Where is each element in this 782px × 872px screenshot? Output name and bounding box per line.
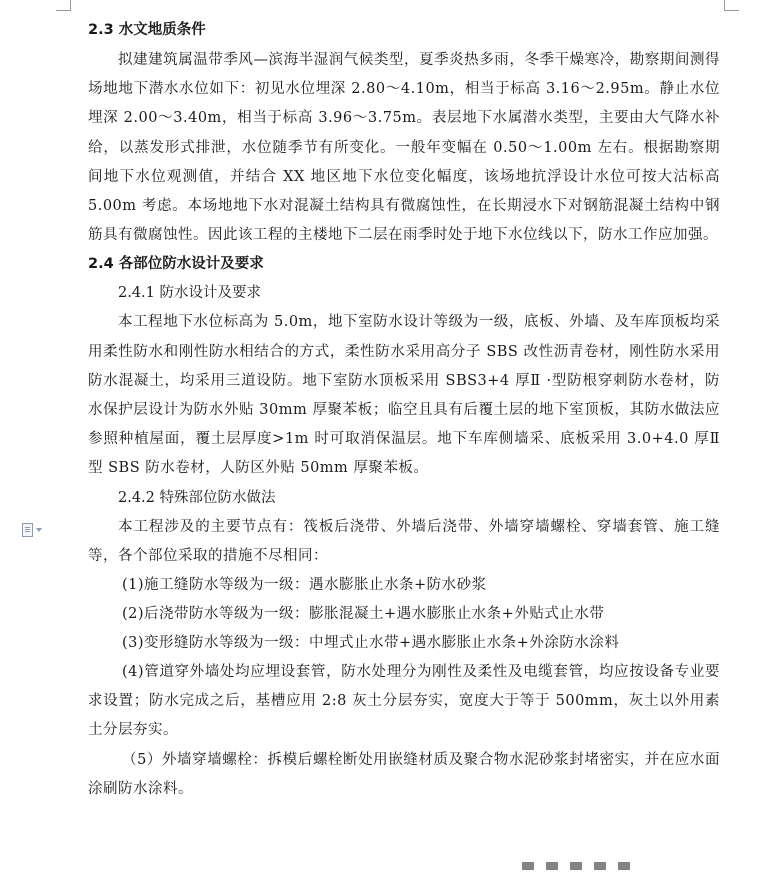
section-heading-2-3: 2.3 水文地质条件	[88, 22, 206, 38]
list-item-wall-bolts: （5）外墙穿墙螺栓：拆模后螺栓断处用嵌缝材质及聚合物水泥砂浆封堵密实，并在应水面涂刷防水涂料。	[88, 751, 720, 797]
page-sheet-icon	[22, 523, 33, 537]
view-mode-icon[interactable]	[522, 862, 534, 870]
view-mode-icon[interactable]	[570, 862, 582, 870]
page-corner-mark-left	[56, 0, 71, 11]
paragraph-waterproof-design: 本工程地下水位标高为 5.0m，地下室防水设计等级为一级，底板、外墙、及车库顶板均采用柔性防水和刚性防水相结合的方式，柔性防水采用高分子 SBS 改性沥青卷材，刚性防水采用防水混凝土，均采用三道设防。地下室防水顶板采用 SBS3+4 厚Ⅱ ·型防根穿刺防水卷材，防水保护层设计为防水外贴 30mm 厚聚苯板；临空且具有后覆土层的地下室顶板，其防水做法应参照种植屋面，覆土层厚度>1m 时可取消保温层。地下车库侧墙采、底板采用 3.0+4.0 厚Ⅱ型 SBS 防水卷材，人防区外贴 50mm 厚聚苯板。	[88, 314, 720, 477]
subheading-2-4-1: 2.4.1 防水设计及要求	[118, 285, 262, 302]
status-strip	[0, 862, 782, 872]
section-heading-2-4: 2.4 各部位防水设计及要求	[88, 256, 264, 273]
view-toolbar	[522, 862, 630, 870]
paragraph-special-nodes-intro: 本工程涉及的主要节点有：筏板后浇带、外墙后浇带、外墙穿墙螺栓、穿墙套管、施工缝等，各个部位采取的措施不尽相同：	[88, 518, 720, 564]
chevron-down-icon	[36, 528, 42, 532]
document-options-icon[interactable]	[22, 522, 52, 538]
list-item: (2)后浇带防水等级为一级：膨胀混凝土+遇水膨胀止水条+外贴式止水带	[122, 606, 605, 623]
document-body[interactable]	[88, 16, 720, 804]
view-mode-icon[interactable]	[618, 862, 630, 870]
list-item: (3)变形缝防水等级为一级：中埋式止水带+遇水膨胀止水条+外涂防水涂料	[122, 635, 620, 652]
view-mode-icon[interactable]	[546, 862, 558, 870]
paragraph-hydrogeology: 拟建建筑属温带季风—滨海半湿润气候类型，夏季炎热多雨，冬季干燥寒冷，勘察期间测得场地地下潜水水位如下：初见水位埋深 2.80～4.10m，相当于标高 3.16～2.95m。静止水位埋深 2.00～3.40m，相当于标高 3.96～3.75m。表层地下水属潜水类型，主要由大气降水补给，以蒸发形式排泄，水位随季节有所变化。一般年变幅在 0.50～1.00m 左右。根据勘察期间地下水位观测值，并结合 XX 地区地下水位变化幅度，该场地抗浮设计水位可按大沽标高 5.00m 考虑。本场地地下水对混凝土结构具有微腐蚀性，在长期浸水下对钢筋混凝土结构中钢筋具有微腐蚀性。因此该工程的主楼地下二层在雨季时处于地下水位线以下，防水工作应加强。	[88, 52, 720, 244]
page-corner-mark-right	[724, 0, 739, 11]
list-item: (1)施工缝防水等级为一级：遇水膨胀止水条+防水砂浆	[122, 577, 487, 594]
view-mode-icon[interactable]	[594, 862, 606, 870]
subheading-2-4-2: 2.4.2 特殊部位防水做法	[118, 489, 276, 506]
list-item-pipe-sleeves: (4)管道穿外墙处均应埋设套管，防水处理分为刚性及柔性及电缆套管，均应按设备专业要求设置；防水完成之后，基槽应用 2:8 灰土分层夯实，宽度大于等于 500mm，灰土以外用素土分层夯实。	[88, 664, 720, 739]
